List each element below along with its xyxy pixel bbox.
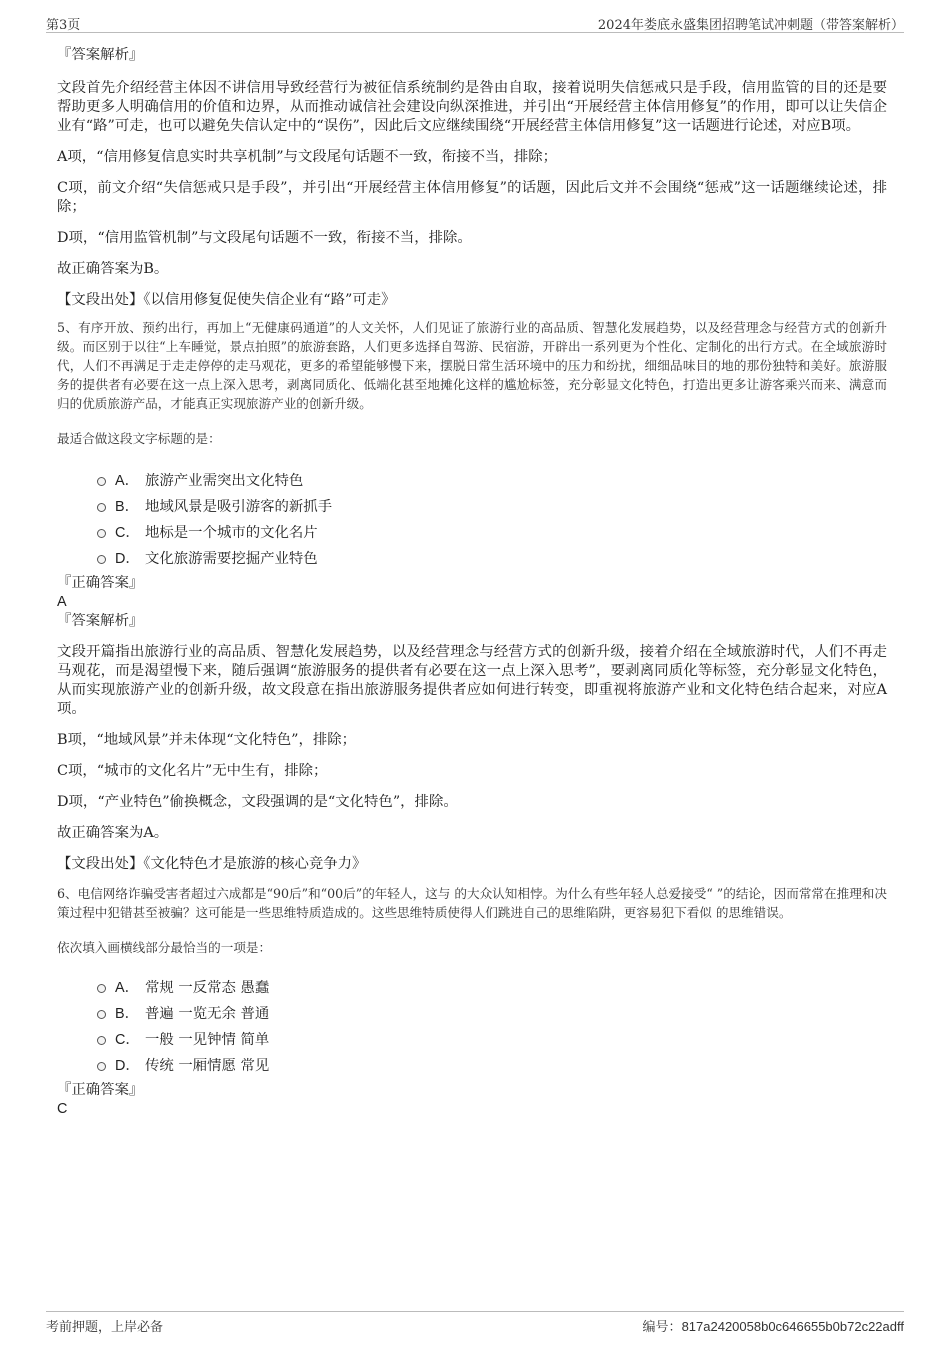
option-letter: D． [115,1057,140,1074]
radio-icon[interactable] [97,477,106,486]
q4-analysis: 文段首先介绍经营主体因不讲信用导致经营行为被征信系统制约是咎由自取，接着说明失信惩戒只是手段，信用监管的目的还是要帮助更多人明确信用的价值和边界，从而推动诚信社会建设向纵深推进，并引出“开展经营主体信用修复”的作用，即可以让失信企业有“路”可走，也可以避免失信认定中的“误伤”，因此后文应继续围绕“开展经营主体信用修复”这一话题进行论述，对应B项。 [57,80,887,134]
q6-stem: 6、电信网络诈骗受害者超过六成都是“90后”和“00后”的年轻人，这与 的大众认知相悖。为什么有些年轻人总爱接受“ ”的结论，因而常常在推理和决策过程中犯错甚至被骗？这可能是一些思维特质造成的。这些思维特质使得人们跳进自己的思维陷阱，更容易犯下看似 的思维错误。 [57,886,887,920]
q5-option-b[interactable] [97,492,887,518]
page-header [46,10,904,33]
option-text: 传统 一厢情愿 常见 [145,1057,270,1074]
radio-icon[interactable] [97,503,106,512]
option-text: 普遍 一览无余 普通 [145,1005,270,1022]
q6-answer-label: 『正确答案』 [57,1082,144,1098]
q6-options [57,973,887,1077]
q5-analysis: 文段开篇指出旅游行业的高品质、智慧化发展趋势，以及经营理念与经营方式的创新升级，接着介绍在全域旅游时代，人们不再走马观花，而是渴望慢下来，随后强调“旅游服务的提供者有必要在这一点上深入思考”，要剥离同质化等标签，充分彰显文化特色，从而实现旅游产业的创新升级，故文段意在指出旅游服务提供者应如何进行转变，即重视将旅游产业和文化特色结合起来，对应A项。 [57,644,887,717]
document-code [643,1316,904,1335]
q6-option-a[interactable] [97,973,887,999]
q6-option-d[interactable] [97,1051,887,1077]
q5-option-d-note: D项，“产业特色”偷换概念，文段强调的是“文化特色”，排除。 [57,794,458,810]
q4-analysis-label: 『答案解析』 [57,47,144,63]
q6-question: 依次填入画横线部分最恰当的一项是： [57,940,272,955]
option-letter: C． [115,524,140,541]
option-text: 文化旅游需要挖掘产业特色 [145,550,318,567]
q4-conclusion: 故正确答案为B。 [57,261,169,277]
option-letter: D． [115,550,140,567]
code-label: 编号： [642,1320,682,1335]
q5-conclusion: 故正确答案为A。 [57,825,169,841]
page-content [57,46,887,1119]
option-text: 一般 一见钟情 简单 [145,1031,270,1048]
q5-option-c[interactable] [97,518,887,544]
q6-option-b[interactable] [97,999,887,1025]
option-letter: A． [115,979,139,996]
q5-answer: A [57,594,67,610]
footer-slogan: 考前押题，上岸必备 [46,1320,164,1335]
q5-stem: 5、有序开放、预约出行，再加上“无健康码通道”的人文关怀，人们见证了旅游行业的高品质、智慧化发展趋势，以及经营理念与经营方式的创新升级。而区别于以往“上车睡觉，景点拍照”的旅游套路，人们更多选择自驾游、民宿游，开辟出一系列更为个性化、定制化的出行方式。在全域旅游时代，人们不再满足于走走停停的走马观花，更多的希望能够慢下来，摆脱日常生活环境中的压力和纷扰，细细品味目的地的那份独特和美好。旅游服务的提供者有必要在这一点上深入思考，剥离同质化、低端化甚至地摊化这样的尴尬标签，充分彰显文化特色，打造出更多让游客乘兴而来、满意而归的优质旅游产品，才能真正实现旅游产业的创新升级。 [57,320,887,411]
q5-source: 【文段出处】《文化特色才是旅游的核心竞争力》 [57,856,367,872]
page-number: 第3页 [46,18,81,33]
q4-option-d-note: D项，“信用监管机制”与文段尾句话题不一致，衔接不当，排除。 [57,230,472,246]
q4-option-c-note: C项，前文介绍“失信惩戒只是手段”，并引出“开展经营主体信用修复”的话题，因此后文并不会围绕“惩戒”这一话题继续论述，排除； [57,180,887,215]
q5-option-b-note: B项，“地域风景”并未体现“文化特色”，排除； [57,732,357,748]
q5-question: 最适合做这段文字标题的是： [57,431,221,446]
radio-icon[interactable] [97,1062,106,1071]
q5-option-a[interactable] [97,466,887,492]
radio-icon[interactable] [97,1010,106,1019]
option-letter: B． [115,1005,139,1022]
radio-icon[interactable] [97,984,106,993]
q5-option-c-note: C项，“城市的文化名片”无中生有，排除； [57,763,328,779]
option-text: 地域风景是吸引游客的新抓手 [145,498,333,515]
q6-option-c[interactable] [97,1025,887,1051]
option-text: 地标是一个城市的文化名片 [145,524,318,541]
page-footer [46,1311,904,1336]
option-letter: B． [115,498,139,515]
code-value: 817a2420058b0c646655b0b72c22adff [681,1319,904,1334]
radio-icon[interactable] [97,529,106,538]
radio-icon[interactable] [97,555,106,564]
document-title: 2024年娄底永盛集团招聘笔试冲刺题（带答案解析） [597,18,904,33]
option-letter: A． [115,472,139,489]
q5-option-d[interactable] [97,544,887,570]
radio-icon[interactable] [97,1036,106,1045]
q4-option-a-note: A项，“信用修复信息实时共享机制”与文段尾句话题不一致，衔接不当，排除； [57,149,557,165]
q4-source: 【文段出处】《以信用修复促使失信企业有“路”可走》 [57,292,396,308]
q5-analysis-label: 『答案解析』 [57,613,144,629]
option-text: 旅游产业需突出文化特色 [145,472,304,489]
q5-options [57,466,887,570]
q5-answer-label: 『正确答案』 [57,575,144,591]
q6-answer: C [57,1101,68,1117]
option-text: 常规 一反常态 愚蠢 [145,979,270,996]
option-letter: C． [115,1031,140,1048]
